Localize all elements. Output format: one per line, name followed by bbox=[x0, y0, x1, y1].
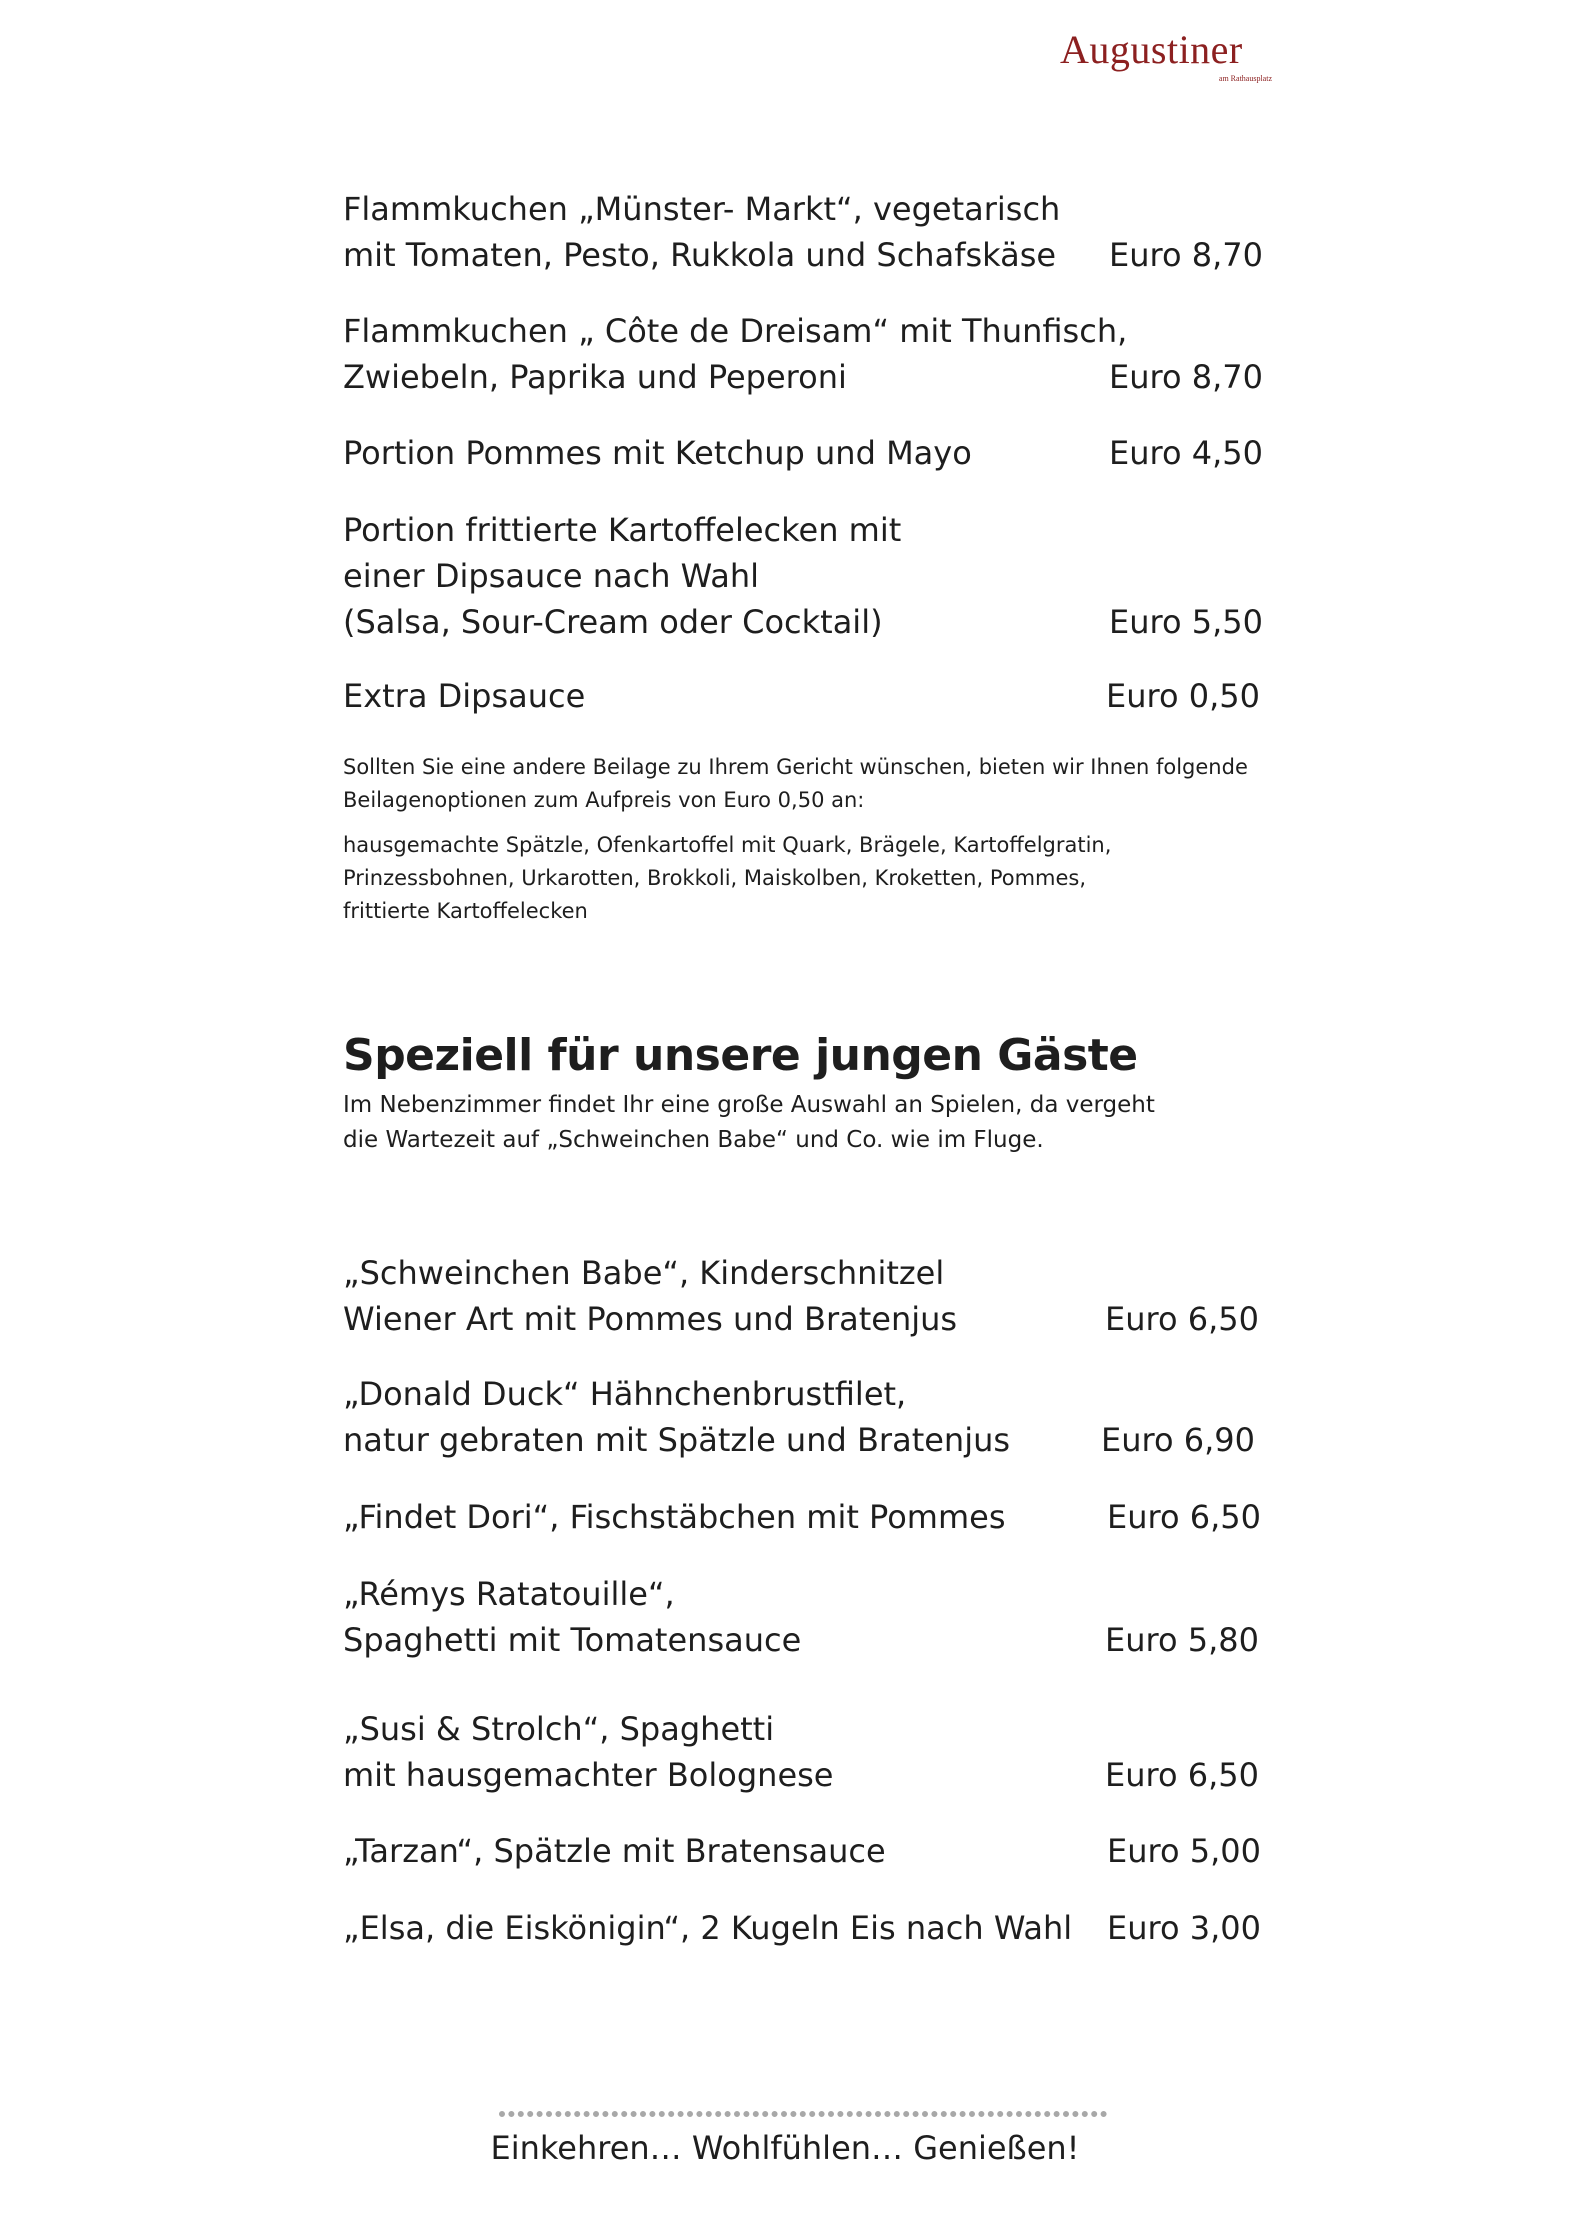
item-description: „Donald Duck“ Hähnchenbrustfilet, bbox=[343, 1375, 907, 1413]
side-dish-note bbox=[343, 751, 1283, 817]
kids-menu-item bbox=[343, 1371, 1255, 1463]
item-description: „Elsa, die Eiskönigin“, 2 Kugeln Eis nach Wahl bbox=[343, 1909, 1073, 1947]
item-price: Euro 4,50 bbox=[1109, 434, 1263, 472]
item-description: Flammkuchen „Münster- Markt“, vegetarisch bbox=[343, 190, 1061, 228]
item-price: Euro 6,50 bbox=[1105, 1756, 1259, 1794]
restaurant-logo bbox=[1060, 27, 1280, 90]
item-price: Euro 6,90 bbox=[1101, 1421, 1255, 1459]
kids-menu-item bbox=[343, 1905, 1261, 1951]
note-line: hausgemachte Spätzle, Ofenkartoffel mit Quark, Brägele, Kartoffelgratin, bbox=[343, 833, 1112, 857]
item-price: Euro 6,50 bbox=[1105, 1300, 1259, 1338]
item-description: mit Tomaten, Pesto, Rukkola und Schafskäse bbox=[343, 236, 1057, 274]
item-description: natur gebraten mit Spätzle und Bratenjus bbox=[343, 1421, 1011, 1459]
kids-section-intro bbox=[343, 1088, 1155, 1158]
menu-item bbox=[343, 430, 1263, 476]
item-description: „Susi & Strolch“, Spaghetti bbox=[343, 1710, 775, 1748]
item-description: „Rémys Ratatouille“, bbox=[343, 1575, 675, 1613]
item-description: Flammkuchen „ Côte de Dreisam“ mit Thunfisch, bbox=[343, 312, 1128, 350]
item-description: Wiener Art mit Pommes und Bratenjus bbox=[343, 1300, 958, 1338]
item-description: „Findet Dori“, Fischstäbchen mit Pommes bbox=[343, 1498, 1006, 1536]
item-description: „Schweinchen Babe“, Kinderschnitzel bbox=[343, 1254, 945, 1292]
item-description: Portion frittierte Kartoffelecken mit bbox=[343, 511, 902, 549]
item-price: Euro 8,70 bbox=[1109, 358, 1263, 396]
menu-item bbox=[343, 186, 1263, 278]
footer-slogan: Einkehren… Wohlfühlen… Genießen! bbox=[490, 2129, 1080, 2167]
note-line: Beilagenoptionen zum Aufpreis von Euro 0,50 an: bbox=[343, 788, 865, 812]
item-description: Extra Dipsauce bbox=[343, 677, 586, 715]
item-description: Spaghetti mit Tomatensauce bbox=[343, 1621, 802, 1659]
side-dish-options bbox=[343, 829, 1283, 928]
kids-menu-item bbox=[343, 1706, 1259, 1798]
kids-section-title: Speziell für unsere jungen Gäste bbox=[343, 1030, 1138, 1081]
dotted-divider bbox=[498, 2110, 1108, 2118]
intro-line: die Wartezeit auf „Schweinchen Babe“ und Co. wie im Fluge. bbox=[343, 1127, 1044, 1153]
item-description: (Salsa, Sour-Cream oder Cocktail) bbox=[343, 603, 883, 641]
item-price: Euro 6,50 bbox=[1107, 1498, 1261, 1536]
logo-name: Augustiner bbox=[1060, 27, 1243, 72]
item-price: Euro 3,00 bbox=[1107, 1909, 1261, 1947]
note-line: Sollten Sie eine andere Beilage zu Ihrem Gericht wünschen, bieten wir Ihnen folgende bbox=[343, 755, 1248, 779]
menu-item bbox=[343, 308, 1263, 400]
kids-menu-item bbox=[343, 1828, 1261, 1874]
kids-menu-item bbox=[343, 1494, 1261, 1540]
item-price: Euro 8,70 bbox=[1109, 236, 1263, 274]
item-price: Euro 5,50 bbox=[1109, 603, 1263, 641]
item-description: einer Dipsauce nach Wahl bbox=[343, 557, 760, 595]
note-line: Prinzessbohnen, Urkarotten, Brokkoli, Maiskolben, Kroketten, Pommes, bbox=[343, 866, 1087, 890]
menu-item bbox=[343, 507, 1263, 645]
item-description: mit hausgemachter Bolognese bbox=[343, 1756, 834, 1794]
kids-menu-item bbox=[343, 1571, 1259, 1663]
item-price: Euro 5,00 bbox=[1107, 1832, 1261, 1870]
item-price: Euro 5,80 bbox=[1105, 1621, 1259, 1659]
item-description: Portion Pommes mit Ketchup und Mayo bbox=[343, 434, 972, 472]
intro-line: Im Nebenzimmer findet Ihr eine große Auswahl an Spielen, da vergeht bbox=[343, 1092, 1155, 1118]
menu-item bbox=[343, 673, 1260, 719]
logo-subline: am Rathausplatz bbox=[1218, 74, 1272, 83]
item-price: Euro 0,50 bbox=[1106, 677, 1260, 715]
item-description: „Tarzan“, Spätzle mit Bratensauce bbox=[343, 1832, 886, 1870]
note-line: frittierte Kartoffelecken bbox=[343, 899, 588, 923]
item-description: Zwiebeln, Paprika und Peperoni bbox=[343, 358, 847, 396]
kids-menu-item bbox=[343, 1250, 1259, 1342]
